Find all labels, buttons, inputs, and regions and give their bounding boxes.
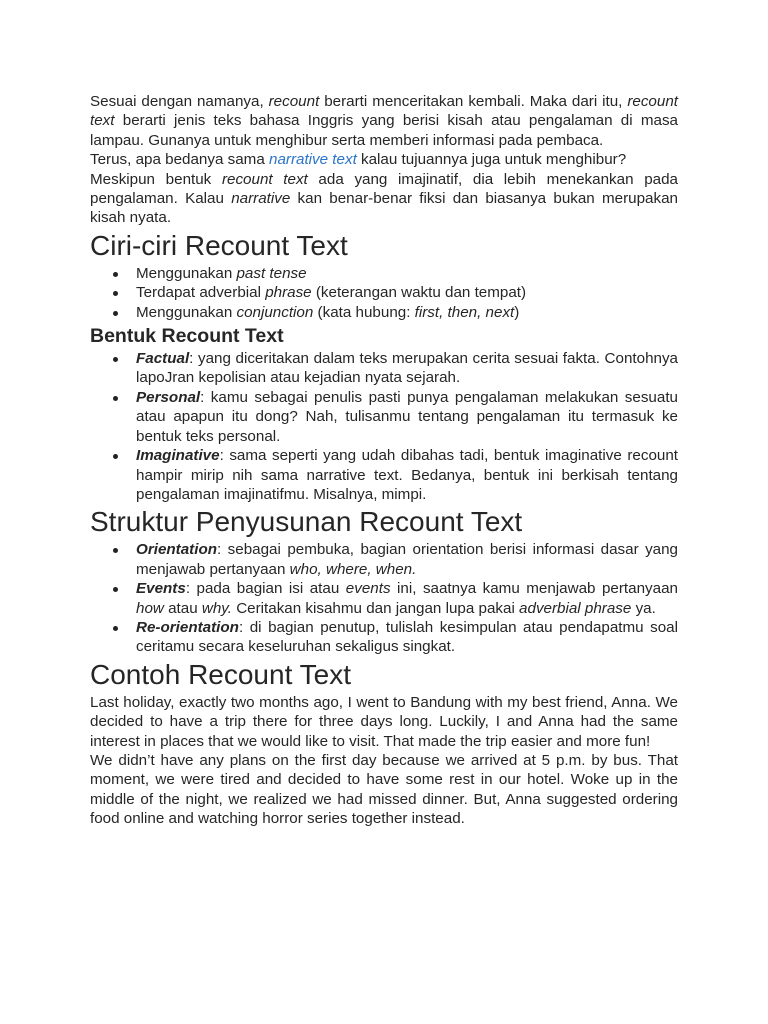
italic-term: adverbial phrase — [519, 599, 632, 617]
list-item — [90, 579, 678, 618]
text-span: kan benar-benar fiksi dan biasanya bukan merupakan kisah nyata. — [90, 190, 678, 227]
struktur-list — [90, 540, 678, 656]
document-page — [90, 92, 678, 829]
text-span: berarti menceritakan kembali. Maka dari itu, — [319, 93, 628, 110]
bullet-icon — [113, 587, 118, 592]
list-item — [90, 303, 678, 322]
text-span: : sama seperti yang udah dibahas tadi, bentuk imaginative recount hampir mirip nih sama narrative text. Bedanya, bentuk ini berkisah tentang pengalaman imajinatifmu. Misalnya, mimpi. — [136, 447, 678, 503]
italic-term: conjunction — [236, 303, 314, 321]
list-item — [90, 388, 678, 446]
text-span: Ceritakan kisahmu dan jangan lupa pakai — [231, 599, 520, 617]
text-span: berarti jenis teks bahasa Inggris yang berisi kisah atau pengalaman di masa lampau. Gunanya untuk menghibur serta memberi informasi pada pembaca. — [90, 112, 678, 149]
italic-term: why. — [201, 599, 232, 617]
ciri-heading: Ciri-ciri Recount Text — [90, 229, 348, 261]
bullet-icon — [113, 272, 118, 277]
contoh-paragraph-1: Last holiday, exactly two months ago, I went to Bandung with my best friend, Anna. We decided to have a trip there for three days long. Luckily, I and Anna had the same interest in places that we would like to visit. That made the trip easier and more fun! — [90, 693, 678, 750]
narrative-text-link[interactable]: narrative text — [269, 151, 357, 169]
intro-paragraph-2 — [90, 150, 678, 169]
bullet-icon — [113, 626, 118, 631]
text-span: atau — [163, 599, 202, 617]
list-item — [90, 618, 678, 657]
italic-term: events — [345, 580, 391, 598]
bold-italic-term: Personal — [136, 388, 201, 406]
ciri-list — [90, 264, 678, 322]
bold-italic-term: Events — [136, 580, 186, 598]
text-span: kalau tujuannya juga untuk menghibur? — [356, 151, 627, 169]
intro-paragraph-1 — [90, 92, 678, 150]
text-span: Sesuai dengan namanya, — [90, 93, 269, 110]
text-span: ya. — [631, 599, 656, 617]
italic-term: past tense — [236, 264, 307, 282]
contoh-heading: Contoh Recount Text — [90, 658, 351, 690]
text-span: Menggunakan — [136, 264, 237, 282]
list-item — [90, 349, 678, 388]
text-span: ada yang imajinatif, dia lebih menekankan pada pengalaman. Kalau — [90, 170, 678, 208]
bold-italic-term: Factual — [136, 350, 190, 368]
struktur-heading: Struktur Penyusunan Recount Text — [90, 506, 523, 538]
bold-italic-term: Imaginative — [136, 447, 220, 465]
italic-term: recount text — [221, 170, 308, 188]
text-span: : pada bagian isi atau — [185, 580, 346, 598]
list-item — [90, 446, 678, 504]
list-item — [90, 264, 678, 283]
text-span: (kata hubung: — [313, 303, 415, 321]
bullet-icon — [113, 291, 118, 296]
italic-term: narrative — [231, 190, 291, 208]
bentuk-heading: Bentuk Recount Text — [90, 325, 284, 348]
text-span: Terdapat adverbial — [136, 284, 266, 302]
text-span: Terus, apa bedanya sama — [90, 151, 269, 169]
bullet-icon — [113, 396, 118, 401]
text-span: (keterangan waktu dan tempat) — [311, 284, 527, 302]
list-item — [90, 540, 678, 579]
bold-italic-term: Orientation — [136, 541, 218, 559]
italic-term: first, then, next — [414, 303, 515, 321]
bullet-icon — [113, 357, 118, 362]
italic-term: recount text — [90, 93, 678, 130]
text-span: Meskipun bentuk — [90, 170, 222, 188]
italic-term: phrase — [265, 284, 312, 302]
contoh-paragraph-2: We didn’t have any plans on the first day because we arrived at 5 p.m. by bus. That moment, we were tired and decided to have some rest in our hotel. Woke up in the middle of the night, we realized we had missed dinner. But, Anna suggested ordering food online and watching horror series together instead. — [90, 751, 678, 828]
list-item — [90, 283, 678, 302]
text-span: : yang diceritakan dalam teks merupakan cerita sesuai fakta. Contohnya lapoJran kepolisian atau kejadian nyata sejarah. — [136, 350, 678, 387]
text-span: ini, saatnya kamu menjawab pertanyaan — [390, 580, 678, 598]
italic-term: how — [136, 599, 164, 617]
bullet-icon — [113, 311, 118, 316]
intro-paragraph-3 — [90, 170, 678, 228]
italic-term: who, where, when. — [289, 560, 417, 578]
text-span: : kamu sebagai penulis pasti punya pengalaman melakukan sesuatu atau apapun itu dong? Nah, tulisanmu tentang pengalaman itu termasuk ke bentuk teks personal. — [136, 388, 678, 445]
italic-term: recount — [268, 93, 320, 110]
text-span: Menggunakan — [136, 303, 237, 321]
bullet-icon — [113, 548, 118, 553]
text-span: : di bagian penutup, tulislah kesimpulan atau pendapatmu soal ceritamu secara keseluruhan sekaligus singkat. — [136, 618, 678, 656]
text-span: : sebagai pembuka, bagian orientation berisi informasi dasar yang menjawab pertanyaan — [136, 541, 678, 578]
bentuk-list — [90, 349, 678, 504]
text-span: ) — [514, 303, 520, 321]
bold-italic-term: Re-orientation — [136, 618, 239, 636]
bullet-icon — [113, 454, 118, 459]
